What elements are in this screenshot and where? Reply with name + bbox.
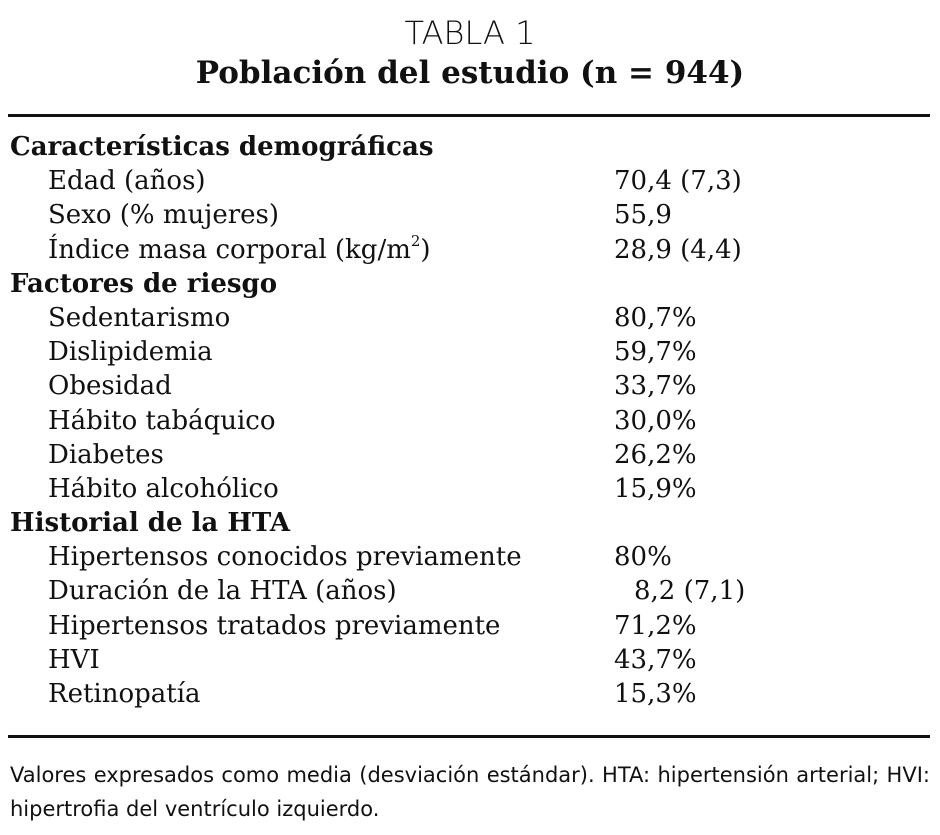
table-row — [0, 335, 940, 369]
table-row — [0, 472, 940, 506]
section-heading: Historial de la HTA — [10, 508, 290, 539]
row-label: Diabetes — [48, 439, 164, 470]
row-label: Obesidad — [48, 371, 172, 402]
table-row — [0, 301, 940, 335]
row-value: 55,9 — [614, 200, 672, 231]
section-heading: Factores de riesgo — [10, 268, 278, 299]
row-label-text: Índice masa corporal (kg/m — [48, 234, 411, 265]
table-row — [0, 438, 940, 472]
row-label: HVI — [48, 644, 100, 675]
section-heading: Características demográficas — [10, 132, 434, 162]
row-label: Dislipidemia — [48, 337, 213, 368]
row-label: Sexo (% mujeres) — [48, 200, 280, 231]
section-history — [0, 506, 940, 540]
row-label: Hábito alcohólico — [48, 473, 279, 504]
row-label: Edad (años) — [48, 166, 206, 197]
row-value: 8,2 (7,1) — [634, 576, 746, 607]
row-label: Sedentarismo — [48, 302, 231, 333]
row-label: Hipertensos conocidos previamente — [48, 542, 522, 573]
bottom-rule — [8, 735, 930, 738]
table-row — [0, 198, 940, 232]
row-value: 28,9 (4,4) — [614, 234, 742, 265]
top-rule — [8, 114, 930, 117]
row-label-end: ) — [420, 234, 431, 265]
table-title: Población del estudio (n = 944) — [195, 55, 745, 91]
table-row — [0, 643, 940, 677]
table-label: TABLA 1 — [404, 14, 536, 52]
table-row — [0, 233, 940, 267]
row-value: 59,7% — [614, 337, 697, 368]
row-value: 26,2% — [614, 439, 697, 470]
table-row — [0, 369, 940, 403]
row-value: 15,9% — [614, 473, 697, 504]
table-row — [0, 404, 940, 438]
table-row — [0, 540, 940, 574]
table-row — [0, 574, 940, 608]
row-value: 70,4 (7,3) — [614, 166, 742, 197]
row-label — [48, 233, 431, 267]
row-value: 43,7% — [614, 644, 697, 675]
row-value: 33,7% — [614, 371, 697, 402]
row-label: Duración de la HTA (años) — [48, 576, 397, 607]
row-label: Hábito tabáquico — [48, 405, 276, 436]
table-body — [0, 130, 940, 711]
section-risk — [0, 267, 940, 301]
row-value: 80,7% — [614, 302, 697, 333]
table-row — [0, 164, 940, 198]
table-row — [0, 677, 940, 711]
table-footnote: Valores expresados como media (desviación estándar). HTA: hipertensión arterial; HVI: hipertrofia del ventrículo izquierdo. — [10, 763, 930, 821]
section-demographics — [0, 130, 940, 164]
row-value: 80% — [614, 542, 672, 573]
table-row — [0, 609, 940, 643]
row-label: Hipertensos tratados previamente — [48, 610, 501, 641]
row-value: 30,0% — [614, 405, 697, 436]
row-value: 15,3% — [614, 679, 697, 709]
row-label: Retinopatía — [48, 679, 201, 709]
superscript: 2 — [410, 231, 421, 250]
row-value: 71,2% — [614, 610, 697, 641]
